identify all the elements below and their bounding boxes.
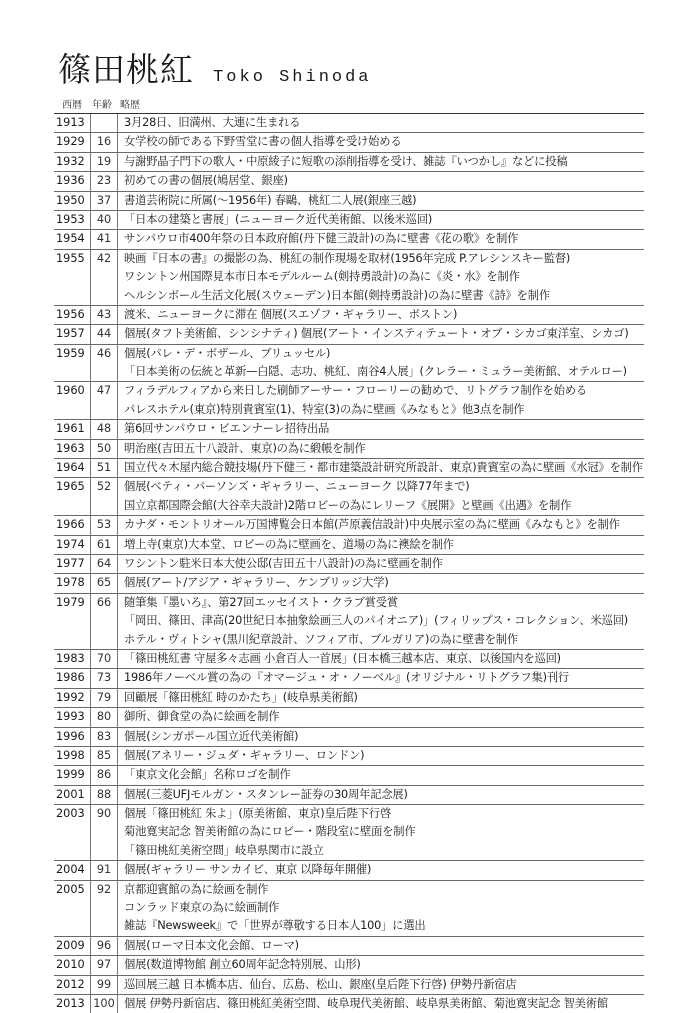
table-row	[54, 994, 644, 1013]
event-cell: 第6回サンパウロ・ビエンナーレ招待出品	[124, 422, 330, 436]
age-cell: 79	[90, 689, 118, 707]
age-cell: 90	[90, 805, 118, 823]
chronology-table	[54, 113, 644, 1013]
table-row	[54, 113, 644, 132]
year-cell: 1950	[56, 193, 85, 207]
event-cell: ワシントン州国際見本市日本モデルルーム(剣持勇設計)の為に《炎・水》を制作	[124, 270, 520, 284]
event-cell: 「篠田桃紅美術空間」岐阜県関市に設立	[124, 843, 324, 857]
table-row	[54, 860, 644, 879]
year-cell: 2012	[56, 977, 85, 991]
age-cell: 50	[90, 440, 118, 458]
age-cell	[90, 612, 118, 630]
age-cell	[90, 917, 118, 935]
event-cell: 明治座(吉田五十八設計、東京)の為に緞帳を制作	[124, 441, 366, 455]
year-cell: 1986	[56, 671, 85, 685]
event-cell: カナダ・モントリオール万国博覧会日本館(芦原義信設計)中央展示室の為に壁画《みなもと》を制作	[124, 518, 620, 532]
table-row	[54, 765, 644, 784]
table-row	[54, 497, 644, 515]
age-cell: 51	[90, 459, 118, 477]
event-cell: 「岡田、篠田、津高(20世紀日本抽象絵画三人のパイオニア)」(フィリップス・コレクション、米巡回)	[124, 614, 629, 628]
column-header-history: 略歴	[120, 100, 140, 111]
year-cell: 1956	[56, 307, 85, 321]
table-row	[54, 917, 644, 935]
event-cell: フィラデルフィアから来日した刷師アーサー・フローリーの勧めで、リトグラフ制作を始める	[124, 384, 587, 398]
table-row	[54, 535, 644, 554]
event-cell: 個展「篠田桃紅 朱よ」(原美術館、東京)皇后陛下行啓	[124, 807, 392, 821]
age-cell: 52	[90, 478, 118, 496]
age-cell: 48	[90, 420, 118, 438]
year-cell: 2003	[56, 807, 85, 821]
event-cell: 個展(ローマ日本文化会館、ローマ)	[124, 938, 299, 952]
year-cell: 1936	[56, 174, 85, 188]
age-cell	[90, 497, 118, 515]
age-cell: 37	[90, 192, 118, 210]
year-cell: 2005	[56, 882, 85, 896]
age-cell: 88	[90, 786, 118, 804]
year-cell: 1999	[56, 768, 85, 782]
year-cell: 1993	[56, 710, 85, 724]
table-row	[54, 842, 644, 860]
age-cell: 61	[90, 536, 118, 554]
event-cell: 1986年ノーベル賞の為の『オマージュ・オ・ノーベル』(オリジナル・リトグラフ集)刊行	[124, 671, 570, 685]
table-row	[54, 324, 644, 343]
page-header	[58, 44, 372, 91]
year-cell: 1932	[56, 154, 85, 168]
table-row	[54, 171, 644, 190]
age-cell	[90, 899, 118, 917]
event-cell: 個展(アネリー・ジュダ・ギャラリー、ロンドン)	[124, 748, 365, 762]
age-cell: 47	[90, 382, 118, 400]
year-cell: 1960	[56, 384, 85, 398]
table-row	[54, 593, 644, 612]
event-cell: 雑誌『Newsweek』で「世界が尊敬する日本人100」に選出	[124, 919, 426, 933]
year-cell: 1965	[56, 480, 85, 494]
age-cell	[90, 631, 118, 649]
event-cell: ワシントン駐米日本大使公邸(吉田五十八設計)の為に壁画を制作	[124, 556, 443, 570]
event-cell: 「日本の建築と書展」(ニューヨーク近代美術館、以後米巡回)	[124, 212, 433, 226]
event-cell: 「東京文化会館」名称ロゴを制作	[124, 768, 291, 782]
age-cell: 42	[90, 250, 118, 268]
year-cell: 1954	[56, 232, 85, 246]
table-row	[54, 191, 644, 210]
table-row	[54, 344, 644, 363]
table-row	[54, 975, 644, 994]
age-cell: 44	[90, 325, 118, 343]
event-cell: 増上寺(東京)大本堂、ロビーの為に壁画を、道場の為に襖絵を制作	[124, 537, 454, 551]
table-row	[54, 132, 644, 151]
table-row	[54, 268, 644, 286]
year-cell: 1963	[56, 441, 85, 455]
event-cell: 国立京都国際会館(大谷幸夫設計)2階ロビーの為にレリーフ《展開》と壁画《出遇》を制作	[124, 498, 572, 512]
event-cell: 御所、御食堂の為に絵画を制作	[124, 710, 280, 724]
age-cell: 19	[90, 153, 118, 171]
age-cell: 70	[90, 650, 118, 668]
year-cell: 2001	[56, 787, 85, 801]
event-cell: 映画『日本の書』の撮影の為、桃紅の制作現場を取材(1956年完成 P.アレシンスキー監督)	[124, 251, 571, 265]
event-cell: 渡米、ニューヨークに滞在 個展(スエゾフ・ギャラリー、ボストン)	[124, 307, 458, 321]
event-cell: 与謝野晶子門下の歌人・中原綾子に短歌の添削指導を受け、雑誌『いつかし』などに投稿	[124, 154, 568, 168]
year-cell: 1964	[56, 461, 85, 475]
column-header-age: 年齢	[92, 100, 112, 111]
table-row	[54, 439, 644, 458]
year-cell: 1959	[56, 346, 85, 360]
age-cell	[90, 363, 118, 381]
age-cell: 99	[90, 976, 118, 994]
year-cell: 1998	[56, 748, 85, 762]
age-cell: 53	[90, 516, 118, 534]
event-cell: 個展(タフト美術館、シンシナティ) 個展(アート・インスティテュート・オブ・シカゴ東洋室、シカゴ)	[124, 327, 629, 341]
table-row	[54, 746, 644, 765]
year-cell: 1977	[56, 556, 85, 570]
table-row	[54, 401, 644, 419]
year-cell: 1961	[56, 422, 85, 436]
table-row	[54, 229, 644, 248]
table-row	[54, 363, 644, 381]
age-cell: 16	[90, 133, 118, 151]
table-row	[54, 688, 644, 707]
event-cell: 女学校の師である下野雪堂に書の個人指導を受け始める	[124, 135, 402, 149]
age-cell	[90, 114, 118, 132]
table-row	[54, 249, 644, 268]
event-cell: 個展(ギャラリー サンカイビ、東京 以降毎年開催)	[124, 863, 372, 877]
table-row	[54, 515, 644, 534]
event-cell: ホテル・ヴィトシャ(黒川紀章設計、ソフィア市、ブルガリア)の為に壁書を制作	[124, 632, 518, 646]
table-row	[54, 612, 644, 630]
year-cell: 1992	[56, 690, 85, 704]
age-cell: 65	[90, 574, 118, 592]
age-cell: 83	[90, 728, 118, 746]
table-row	[54, 419, 644, 438]
age-cell: 64	[90, 555, 118, 573]
age-cell: 86	[90, 766, 118, 784]
year-cell: 1966	[56, 518, 85, 532]
age-cell	[90, 287, 118, 305]
year-cell: 2004	[56, 863, 85, 877]
year-cell: 1979	[56, 595, 85, 609]
event-cell: 個展(シンガポール国立近代美術館)	[124, 729, 299, 743]
event-cell: 個展 伊勢丹新宿店、篠田桃紅美術空間、岐阜現代美術館、岐阜県美術館、菊池寛実記念 智美術館	[124, 996, 608, 1010]
table-row	[54, 880, 644, 899]
age-cell: 92	[90, 881, 118, 899]
event-cell: 個展(三菱UFJモルガン・スタンレー証券の30周年記念展)	[124, 787, 408, 801]
age-cell	[90, 842, 118, 860]
table-row	[54, 823, 644, 841]
event-cell: パレスホテル(東京)特別貴賓室(1)、特室(3)の為に壁画《みなもと》他3点を制作	[124, 402, 525, 416]
table-row	[54, 210, 644, 229]
age-cell: 40	[90, 211, 118, 229]
year-cell: 1913	[56, 116, 85, 129]
year-cell: 1929	[56, 135, 85, 149]
event-cell: 回顧展「篠田桃紅 時のかたち」(岐阜県美術館)	[124, 690, 358, 704]
age-cell: 100	[90, 995, 118, 1013]
table-row	[54, 804, 644, 823]
event-cell: 「日本美術の伝統と革新—白隠、志功、桃紅、南谷4人展」(クレラー・ミュラー美術館、オテルロー)	[124, 365, 627, 379]
table-row	[54, 668, 644, 687]
event-cell: サンパウロ市400年祭の日本政府館(丹下健三設計)の為に壁書《花の歌》を制作	[124, 232, 519, 246]
table-row	[54, 936, 644, 955]
year-cell: 1996	[56, 729, 85, 743]
table-row	[54, 785, 644, 804]
event-cell: 京都迎賓館の為に絵画を制作	[124, 882, 269, 896]
age-cell: 97	[90, 956, 118, 974]
event-cell: 3月28日、旧満州、大連に生まれる	[124, 116, 301, 129]
year-cell: 1957	[56, 327, 85, 341]
event-cell: 巡回展三越 日本橋本店、仙台、広島、松山、銀座(皇后陛下行啓) 伊勢丹新宿店	[124, 977, 517, 991]
age-cell: 23	[90, 172, 118, 190]
event-cell: 書道芸術院に所属(〜1956年) 春鷗、桃紅二人展(銀座三越)	[124, 193, 417, 207]
event-cell: 個展(パレ・デ・ボザール、ブリュッセル)	[124, 346, 331, 360]
year-cell: 1983	[56, 651, 85, 665]
page-title-romanized: Toko Shinoda	[213, 68, 372, 87]
table-row	[54, 727, 644, 746]
table-row	[54, 152, 644, 171]
year-cell: 2009	[56, 938, 85, 952]
event-cell: 「篠田桃紅書 守屋多々志画 小倉百人一首展」(日本橋三越本店、東京、以後国内を巡回)	[124, 651, 561, 665]
table-row	[54, 707, 644, 726]
age-cell: 66	[90, 594, 118, 612]
event-cell: 国立代々木屋内総合競技場(丹下健三・都市建築設計研究所設計、東京)貴賓室の為に壁画《水冠》を制作	[124, 461, 643, 475]
event-cell: 個展(アート/アジア・ギャラリー、ケンブリッジ大学)	[124, 576, 389, 590]
age-cell: 41	[90, 230, 118, 248]
age-cell: 96	[90, 937, 118, 955]
age-cell	[90, 823, 118, 841]
table-row	[54, 287, 644, 305]
event-cell: 初めての書の個展(鳩居堂、銀座)	[124, 174, 288, 188]
event-cell: 個展(数道博物館 創立60周年記念特別展、山形)	[124, 958, 361, 972]
table-row	[54, 899, 644, 917]
age-cell: 80	[90, 708, 118, 726]
event-cell: 個展(ベティ・パーソンズ・ギャラリー、ニューヨーク 以降77年まで)	[124, 480, 470, 494]
age-cell	[90, 268, 118, 286]
year-cell: 1955	[56, 251, 85, 265]
event-cell: 菊池寛実記念 智美術館の為にロビー・階段室に壁面を制作	[124, 825, 416, 839]
table-row	[54, 955, 644, 974]
year-cell: 1953	[56, 212, 85, 226]
page-title: 篠田桃紅	[58, 50, 194, 89]
event-cell: コンラッド東京の為に絵画制作	[124, 901, 280, 915]
table-row	[54, 458, 644, 477]
table-row	[54, 631, 644, 649]
age-cell: 43	[90, 306, 118, 324]
table-row	[54, 477, 644, 496]
year-cell: 1974	[56, 537, 85, 551]
table-row	[54, 381, 644, 400]
year-cell: 1978	[56, 576, 85, 590]
year-cell: 2013	[56, 996, 85, 1010]
table-row	[54, 573, 644, 592]
age-cell: 85	[90, 747, 118, 765]
age-cell: 46	[90, 345, 118, 363]
table-row	[54, 649, 644, 668]
age-cell	[90, 401, 118, 419]
table-row	[54, 305, 644, 324]
event-cell: 随筆集『墨いろ』、第27回エッセイスト・クラブ賞受賞	[124, 595, 398, 609]
column-header-year: 西暦	[62, 100, 82, 111]
age-cell: 91	[90, 861, 118, 879]
table-row	[54, 554, 644, 573]
age-cell: 73	[90, 669, 118, 687]
year-cell: 2010	[56, 958, 85, 972]
event-cell: ヘルシンボール生活文化展(スウェーデン)日本館(剣持勇設計)の為に壁書《詩》を制作	[124, 288, 550, 302]
